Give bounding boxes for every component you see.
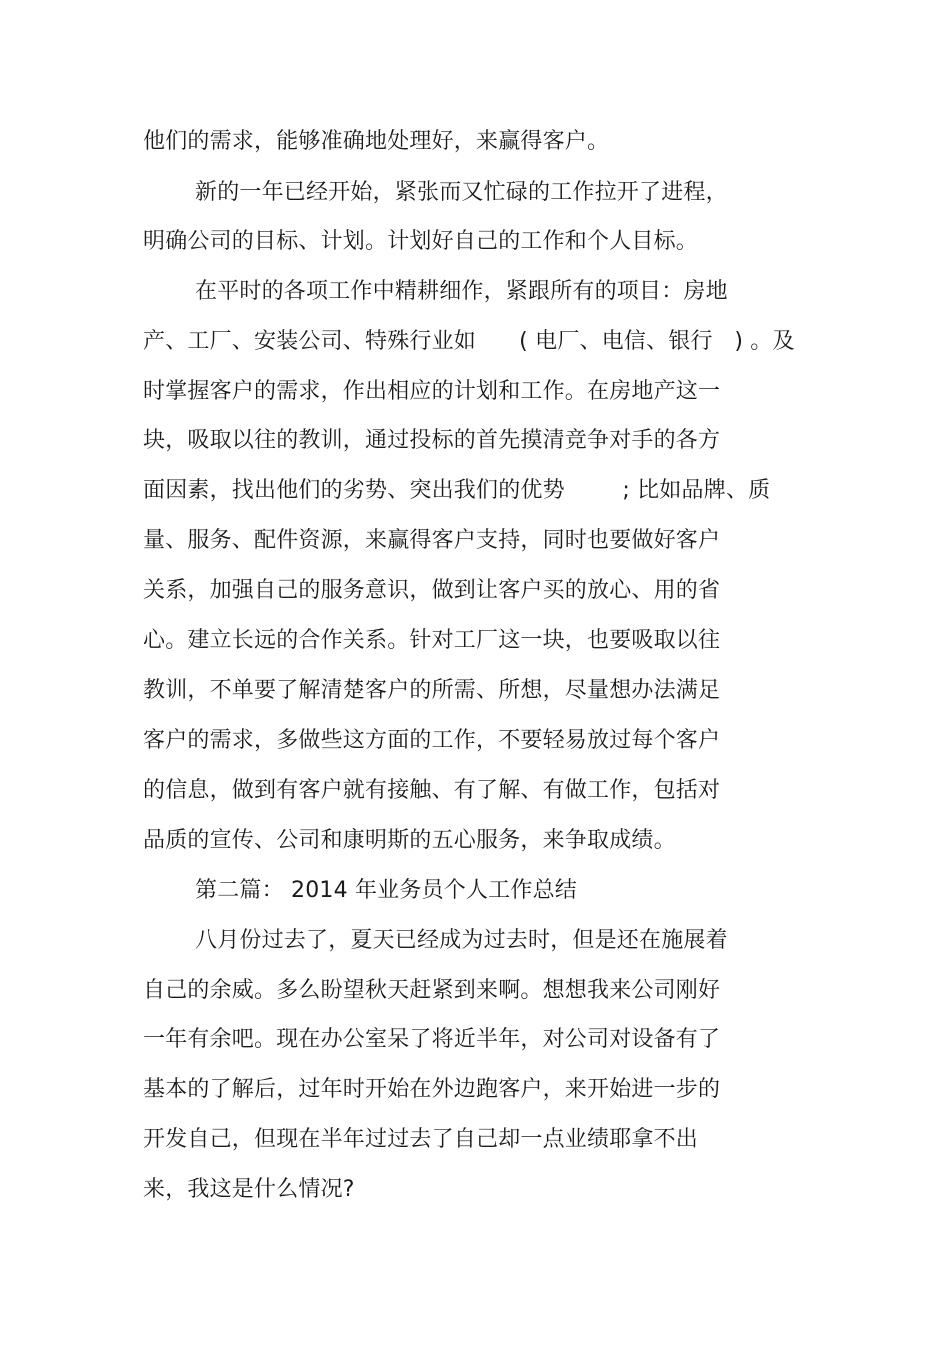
text-line: 的信息，做到有客户就有接触、有了解、有做工作，包括对 <box>143 778 721 803</box>
text-line: 教训，不单要了解清楚客户的所需、所想，尽量想办法满足 <box>143 678 721 703</box>
text-line: 自己的余威。多么盼望秋天赶紧到来啊。想想我来公司刚好 <box>143 978 721 1003</box>
text-line: 块，吸取以往的教训，通过投标的首先摸清竞争对手的各方 <box>143 428 721 453</box>
text-line: 他们的需求，能够准确地处理好，来赢得客户。 <box>143 129 610 154</box>
text-line: 来，我这是什么情况? <box>143 1177 355 1202</box>
paragraph-start-line: 八月份过去了，夏天已经成为过去时，但是还在施展着 <box>195 928 728 953</box>
paragraph-start-line: 新的一年已经开始，紧张而又忙碌的工作拉开了进程， <box>195 180 728 205</box>
text-line: 关系，加强自己的服务意识，做到让客户买的放心、用的省 <box>143 578 721 603</box>
text-line: 开发自己，但现在半年过过去了自己却一点业绩耶拿不出 <box>143 1127 699 1152</box>
section-heading: 第二篇： 2014 年业务员个人工作总结 <box>195 878 577 903</box>
text-line: 一年有余吧。现在办公室呆了将近半年，对公司对设备有了 <box>143 1027 721 1052</box>
text-line: 明确公司的目标、计划。计划好自己的工作和个人目标。 <box>143 229 699 254</box>
text-line: 客户的需求，多做些这方面的工作，不要轻易放过每个客户 <box>143 728 721 753</box>
text-line: 品质的宣传、公司和康明斯的五心服务，来争取成绩。 <box>143 828 676 853</box>
paragraph-start-line: 在平时的各项工作中精耕细作，紧跟所有的项目：房地 <box>195 279 728 304</box>
text-line: 面因素，找出他们的劣势、突出我们的优势 ; 比如品牌、质 <box>143 478 771 503</box>
text-line: 产、工厂、安装公司、特殊行业如 ( 电厂、电信、银行 ) 。及 <box>143 329 795 354</box>
text-line: 量、服务、配件资源，来赢得客户支持，同时也要做好客户 <box>143 528 721 553</box>
text-line: 时掌握客户的需求，作出相应的计划和工作。在房地产这一 <box>143 379 721 404</box>
text-line: 心。建立长远的合作关系。针对工厂这一块，也要吸取以往 <box>143 628 721 653</box>
text-line: 基本的了解后，过年时开始在外边跑客户，来开始进一步的 <box>143 1077 721 1102</box>
